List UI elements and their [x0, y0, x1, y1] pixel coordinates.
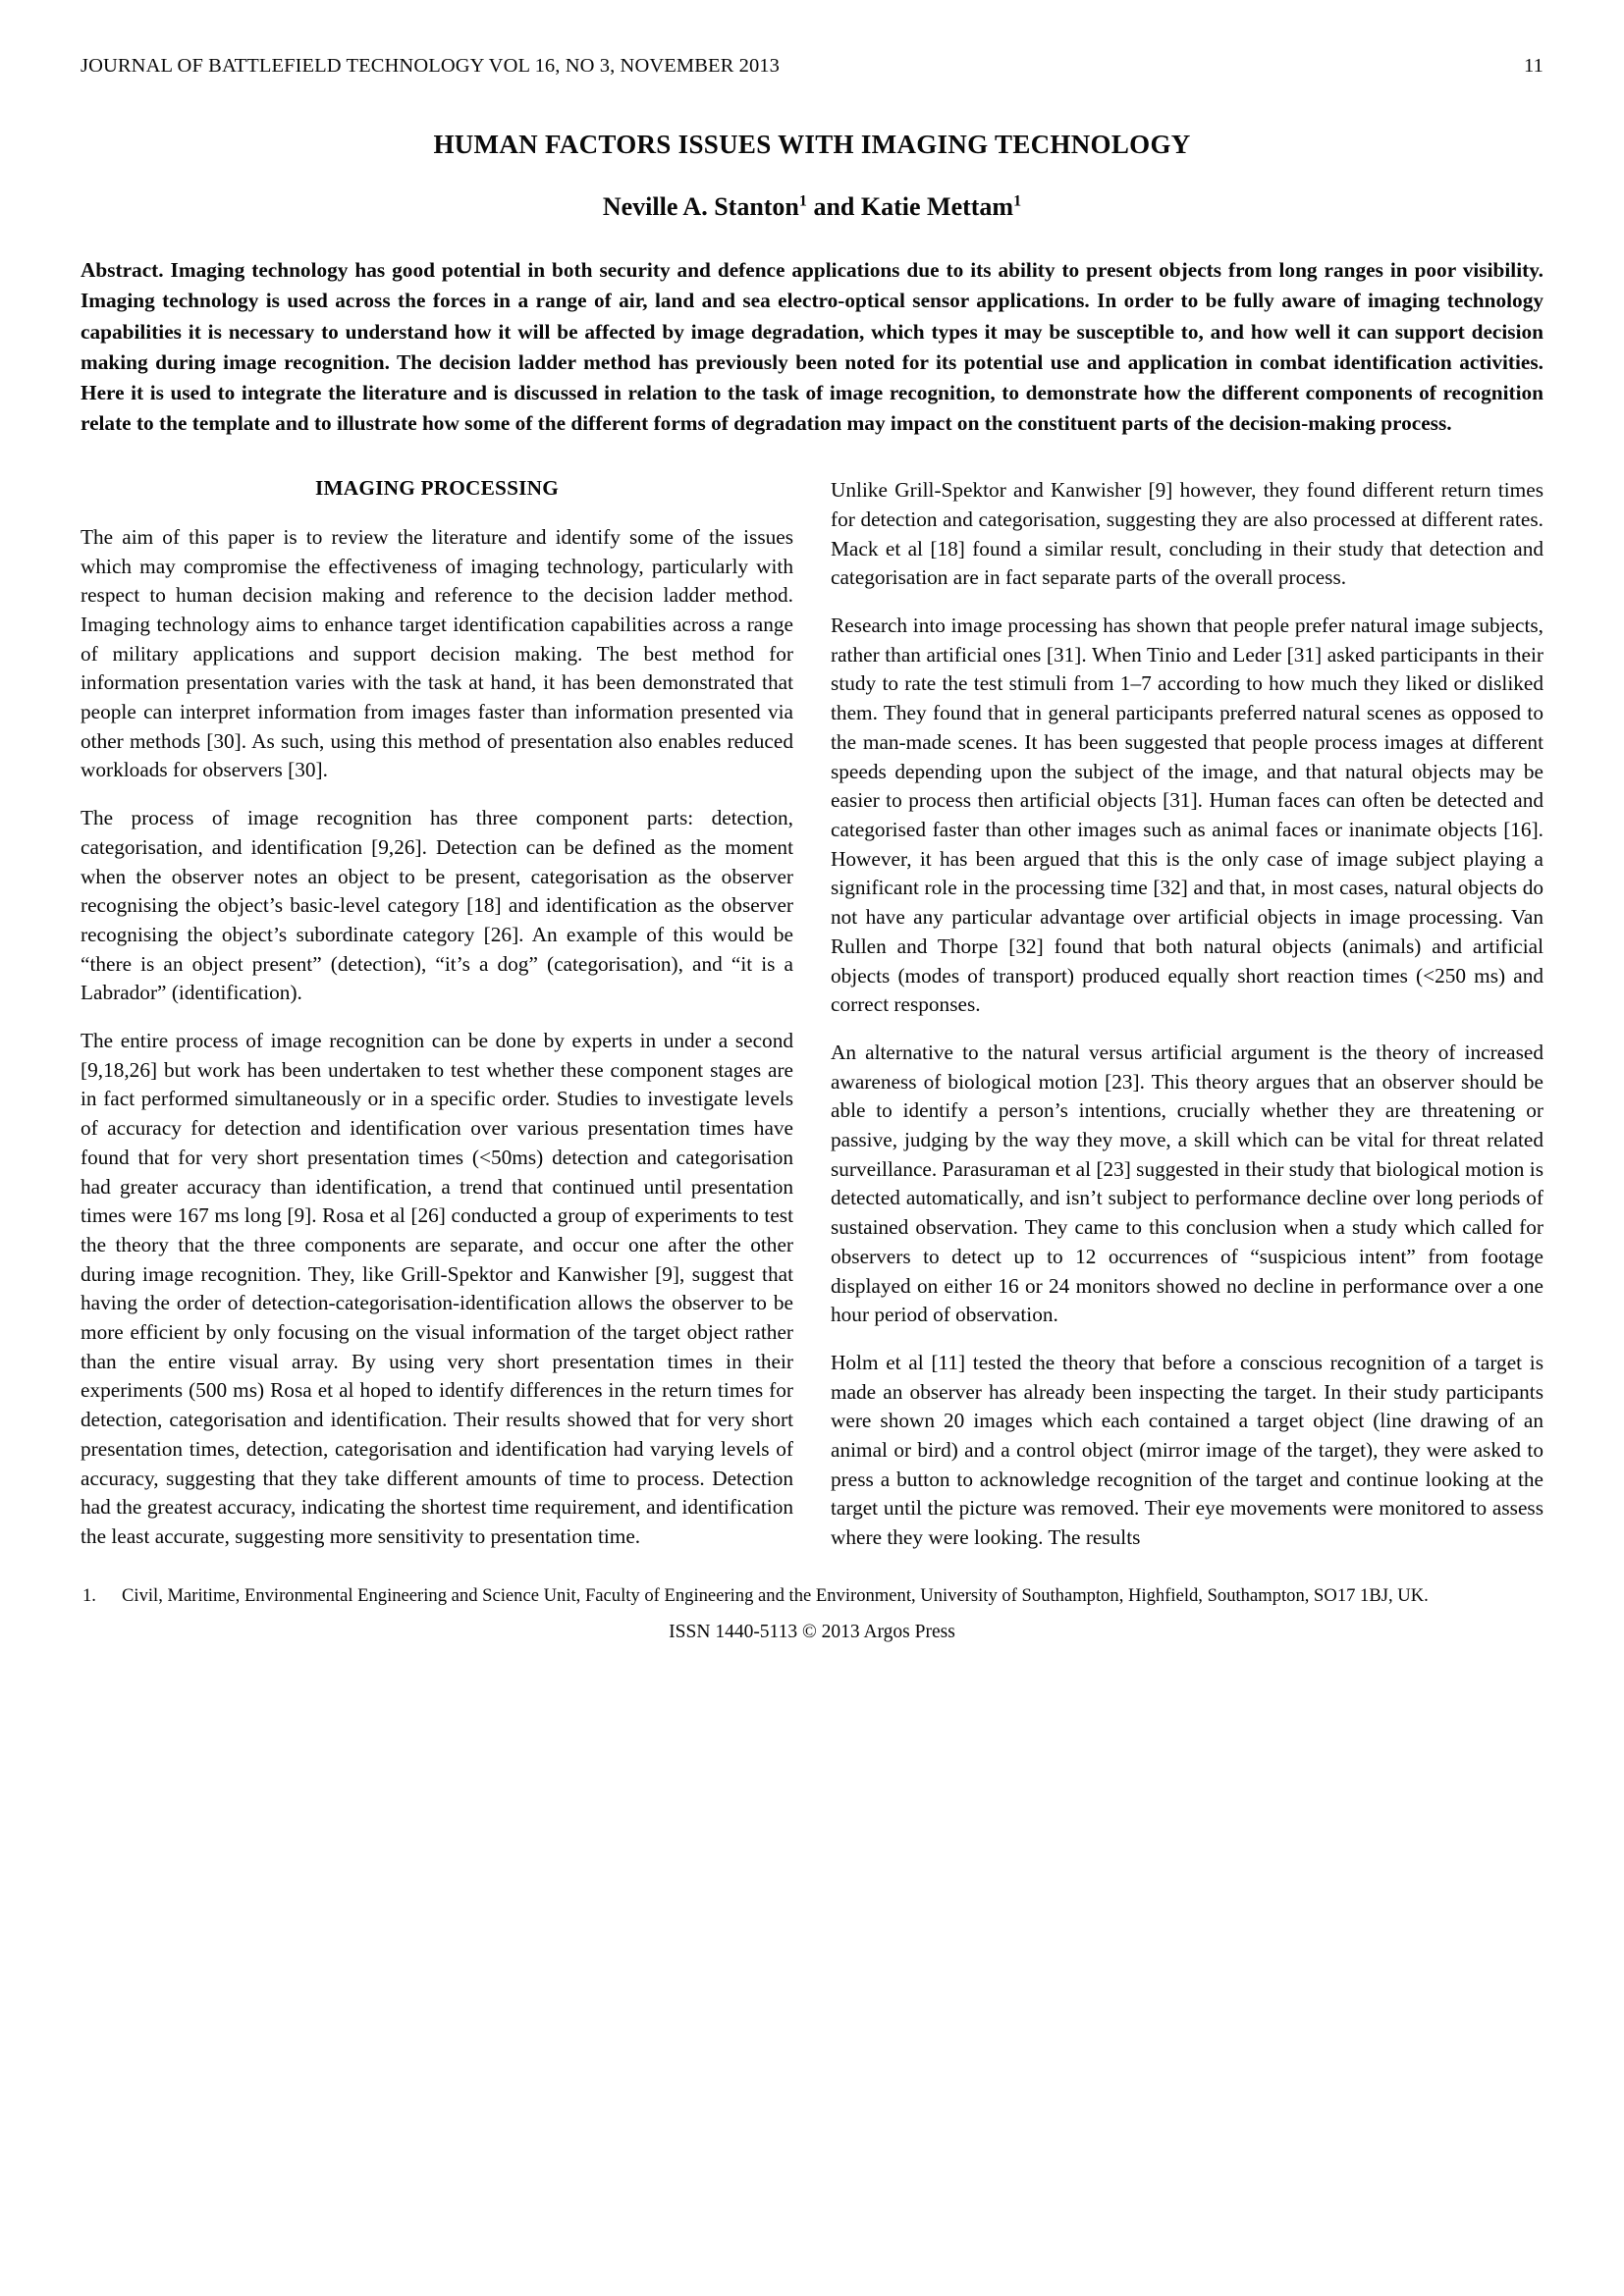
page-content — [81, 55, 1543, 1644]
paragraph: Unlike Grill-Spektor and Kanwisher [9] however, they found different return times for detection and categorisation, suggesting they are also processed at different rates. Mack et al [18] found a similar result, concluding in their study that detection and categorisation are in fact separate parts of the overall process. — [831, 478, 1543, 590]
footnote-spacer — [81, 1553, 1543, 1578]
running-head-title: JOURNAL OF BATTLEFIELD TECHNOLOGY VOL 16, NO 3, NOVEMBER 2013 — [81, 55, 781, 77]
paragraph: The aim of this paper is to review the literature and identify some of the issues which may compromise the effectiveness of imaging technology, particularly with respect to human decision making and reference to the decision ladder method. Imaging technology aims to enhance target identification capabilities across a range of military applications and support decision making. The best method for information presentation varies with the task at hand, it has been demonstrated that people can interpret information from images faster than information presented via other methods [30]. As such, using this method of presentation also enables reduced workloads for observers [30]. — [81, 524, 793, 782]
author-conjunction: and Katie Mettam — [806, 191, 1014, 221]
author-one-affiliation-marker: 1 — [798, 192, 807, 210]
paragraph: An alternative to the natural versus artificial argument is the theory of increased awareness of biological motion [23]. This theory argues that an observer should be able to identify a person’s intentions, crucially whether they are threatening or passive, judging by the way they move, a skill which can be vital for threat related surveillance. Parasuraman et al [23] suggested in their study that biological motion is detected automatically, and isn’t subject to performance decline over long periods of sustained observation. They came to this conclusion when a study which called for observers to detect up to 12 occurrences of “suspicious intent” from footage displayed on either 16 or 24 monitors showed no decline in performance over a one hour period of observation. — [831, 1040, 1543, 1327]
body-columns — [81, 476, 1543, 1553]
footnote-text: Civil, Maritime, Environmental Engineering and Science Unit, Faculty of Engineering and the Environment, University of Southampton, Highfield, Southampton, SO17 1BJ, UK. — [122, 1584, 1429, 1606]
paragraph: Research into image processing has shown that people prefer natural image subjects, rather than artificial ones [31]. When Tinio and Leder [31] asked participants in their study to rate the test stimuli from 1–7 according to how much they liked or disliked them. They found that in general participants preferred natural scenes as opposed to the man-made scenes. It has been suggested that people process images at different speeds depending upon the subject of the image, and that natural objects may be easier to process then artificial objects [31]. Human faces can often be detected and categorised faster than other images such as animal faces or inanimate objects [16]. However, it has been argued that this is the only case of image subject playing a significant role in the processing time [32] and that, in most cases, natural objects do not have any particular advantage over artificial objects in image processing. Van Rullen and Thorpe [32] found that both natural objects (animals) and artificial objects (modes of transport) produced equally short reaction times (<250 ms) and correct responses. — [831, 614, 1543, 1017]
section-heading-imaging-processing: IMAGING PROCESSING — [315, 476, 559, 501]
abstract: Abstract. Imaging technology has good potential in both security and defence applications due to its ability to present objects from long ranges in poor visibility. Imaging technology is used across the forces in a range of air, land and sea electro-optical sensor applications. In order to be fully aware of imaging technology capabilities it is necessary to understand how it will be affected by image degradation, which types it may be susceptible to, and how well it can support decision making during image recognition. The decision ladder method has previously been noted for its potential use and application in combat identification activities. Here it is used to integrate the literature and is discussed in relation to the task of image recognition, to demonstrate how the different components of recognition relate to the template and to illustrate how some of the different forms of degradation may impact on the constituent parts of the decision-making process. — [81, 258, 1543, 436]
left-column — [81, 476, 793, 1551]
page-title: HUMAN FACTORS ISSUES WITH IMAGING TECHNOLOGY — [433, 129, 1191, 159]
paragraph: The process of image recognition has three component parts: detection, categorisation, and identification [9,26]. Detection can be defined as the moment when the observer notes an object to be present, categorisation as the observer recognising the object’s basic-level category [18] and identification as the observer recognising the object’s subordinate category [26]. An example of this would be “there is an object present” (detection), “it’s a dog” (categorisation), and “it is a Labrador” (identification). — [81, 806, 793, 1005]
running-head — [81, 55, 1543, 78]
footnote-affiliation — [81, 1584, 1543, 1608]
issn-copyright-line: ISSN 1440-5113 © 2013 Argos Press — [669, 1622, 955, 1643]
page-number: 11 — [1524, 55, 1543, 77]
author-two-affiliation-marker: 1 — [1013, 192, 1022, 210]
footnote-number: 1. — [82, 1584, 96, 1606]
author-list — [81, 191, 1543, 222]
paragraph: Holm et al [11] tested the theory that before a conscious recognition of a target is made an observer has already been inspecting the target. In their study participants were shown 20 images which each contained a target object (line drawing of an animal or bird) and a control object (mirror image of the target), they were asked to press a button to acknowledge recognition of the target and continue looking at the target until the picture was removed. Their eye movements were monitored to assess where they were looking. The results — [831, 1350, 1543, 1550]
paragraph: The entire process of image recognition can be done by experts in under a second [9,18,26] but work has been undertaken to test whether these component stages are in fact performed simultaneously or in a specific order. Studies to investigate levels of accuracy for detection and identification over various presentation times have found that for very short presentation times (<50ms) detection and categorisation had greater accuracy than identification, a trend that continued until presentation times were 167 ms long [9]. Rosa et al [26] conducted a group of experiments to test the theory that the three components are separate, and occur one after the other during image recognition. They, like Grill-Spektor and Kanwisher [9], suggest that having the order of detection-categorisation-identification allows the observer to be more efficient by only focusing on the visual information of the target object rather than the entire visual array. By using very short presentation times in their experiments (500 ms) Rosa et al hoped to identify differences in the return times for detection, categorisation and identification. Their results showed that for very short presentation times, detection, categorisation and identification had varying levels of accuracy, suggesting that they take different amounts of time to process. Detection had the greatest accuracy, indicating the shortest time requirement, and identification the least accurate, suggesting more sensitivity to presentation time. — [81, 1029, 793, 1548]
author-one: Neville A. Stanton — [602, 191, 799, 221]
right-column — [831, 476, 1543, 1553]
